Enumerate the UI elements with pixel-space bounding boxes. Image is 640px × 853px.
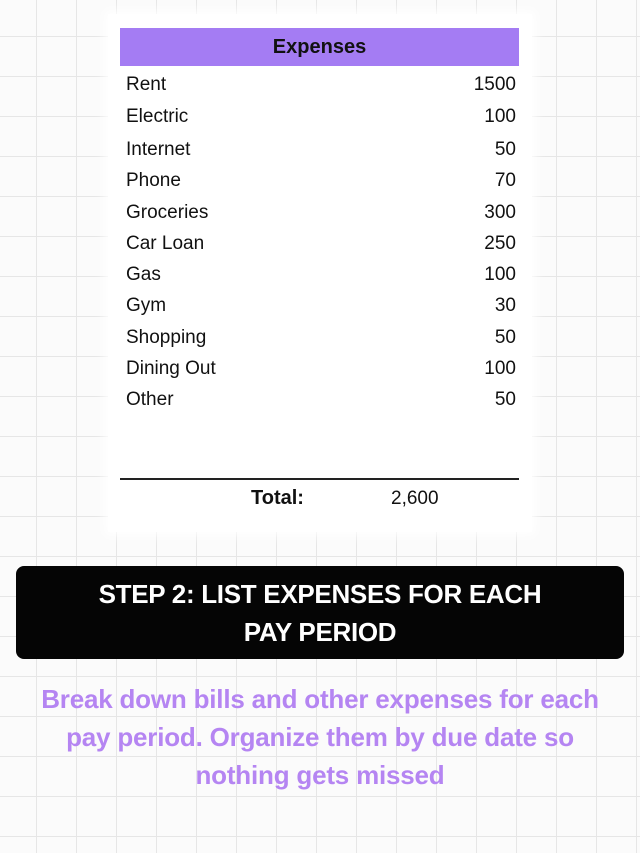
expense-row [126,100,516,134]
step-banner [16,566,624,659]
expense-row [126,134,516,165]
total-value: 2,600 [391,488,439,509]
expense-label: Shopping [126,326,207,348]
expense-row [126,322,516,353]
expense-label: Gas [126,264,161,286]
expense-amount: 100 [484,358,516,380]
expense-amount: 100 [484,264,516,286]
expense-amount: 50 [494,389,516,411]
total-divider [120,478,519,480]
step-title: STEP 2: LIST EXPENSES FOR EACH PAY PERIOD [98,578,542,647]
expense-row [126,259,516,290]
expense-amount: 1500 [473,73,516,95]
expense-amount: 300 [484,201,516,223]
expense-row [126,353,516,384]
expense-label: Other [126,389,174,411]
expenses-sheet [108,14,532,532]
expense-label: Electric [126,106,189,128]
expenses-header: Expenses [120,28,519,66]
expense-amount: 100 [484,106,516,128]
expense-row [126,385,516,416]
expense-row [126,228,516,259]
expense-row [126,166,516,197]
expense-label: Car Loan [126,232,205,254]
expense-amount: 70 [494,170,516,192]
expense-list [126,69,516,416]
expense-row [126,69,516,100]
expense-amount: 30 [494,295,516,317]
step-description: Break down bills and other expenses for each pay period. Organize them by due date so nothing gets missed [41,684,599,790]
expense-row [126,291,516,322]
expense-label: Groceries [126,201,209,223]
expense-row [126,197,516,228]
expense-label: Internet [126,138,191,160]
expense-label: Gym [126,295,167,317]
expense-amount: 50 [494,138,516,160]
expense-label: Phone [126,170,181,192]
expense-amount: 50 [494,326,516,348]
expense-label: Rent [126,73,167,95]
expense-label: Dining Out [126,358,216,380]
total-label: Total: [251,487,304,509]
expense-amount: 250 [484,232,516,254]
